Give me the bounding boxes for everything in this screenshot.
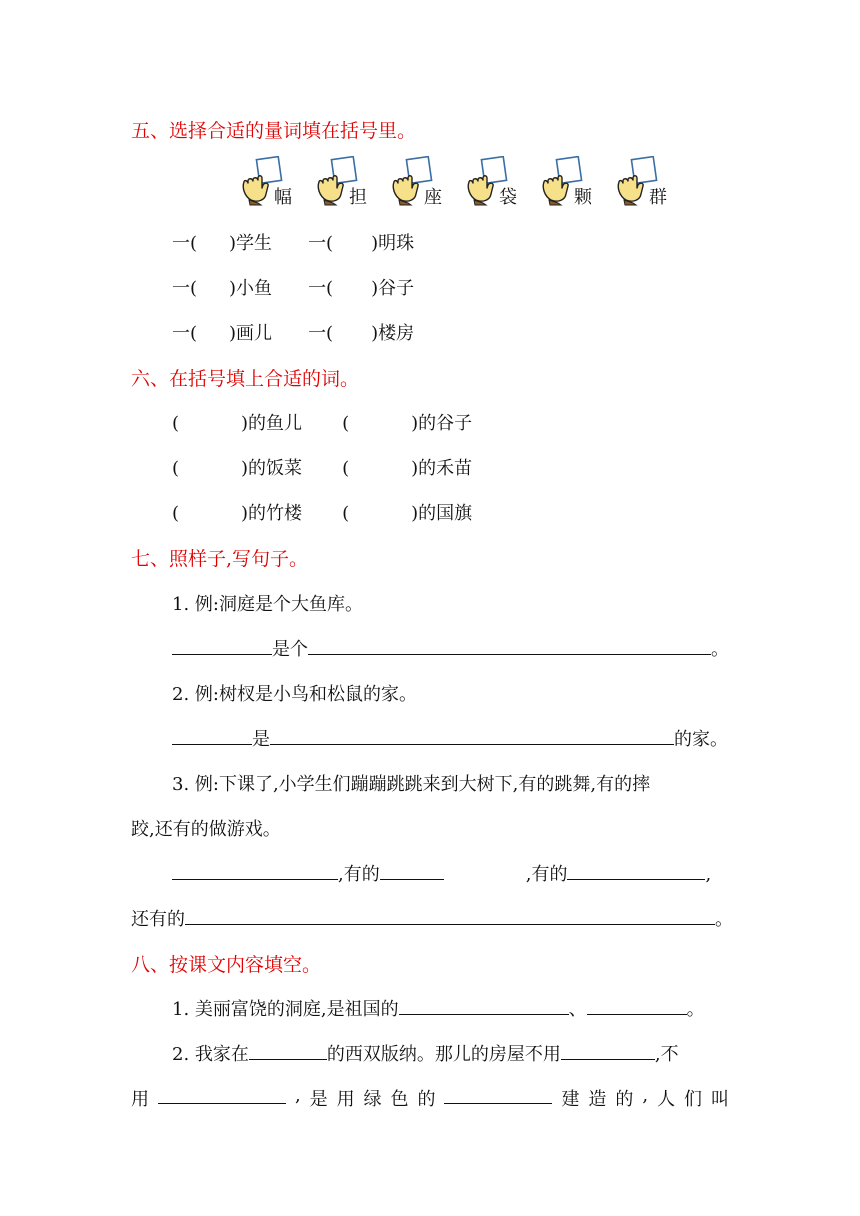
s6-row2 <box>172 454 472 480</box>
s8-q2-d9: 造 <box>588 1089 607 1110</box>
s5-r1-a-prefix: 一( <box>172 233 198 254</box>
s8-q2-d5: 绿 <box>363 1089 382 1110</box>
s8-q1-blank-a[interactable] <box>399 996 569 1015</box>
s7-example3-line2: 跤,还有的做游戏。 <box>131 819 281 840</box>
measure-word: 群 <box>649 187 667 208</box>
s8-q2-line1 <box>172 1040 679 1066</box>
s7-blank-row4 <box>131 905 733 931</box>
s5-row2 <box>172 274 414 300</box>
s8-q2-d7: 的 <box>417 1089 436 1110</box>
s8-q2-c: ,不 <box>654 1044 679 1065</box>
s6-r1-a-open: ( <box>172 413 180 434</box>
s7-r4-haiyoude: 还有的 <box>131 909 185 930</box>
s8-q2-b: 的西双版纳。那儿的房屋不用 <box>326 1044 561 1065</box>
s7-r4-end: 。 <box>715 909 733 930</box>
s5-r3-b-prefix: 一( <box>308 323 334 344</box>
measure-word: 座 <box>424 187 442 208</box>
s8-q2-d14: 叫 <box>711 1089 729 1110</box>
s6-r3-a-suffix: )的竹楼 <box>241 503 303 524</box>
s8-q2-d12: 人 <box>657 1089 676 1110</box>
s6-r2-b-open: ( <box>342 458 350 479</box>
s8-q2-blank-d[interactable] <box>444 1085 552 1104</box>
s5-r1-b-prefix: 一( <box>308 233 334 254</box>
measure-word: 幅 <box>274 187 292 208</box>
s5-r3-b-suffix: )楼房 <box>371 323 415 344</box>
s7-r3-blank-c[interactable] <box>567 861 705 880</box>
s6-r3-b-suffix: )的国旗 <box>411 503 473 524</box>
s7-example2: 2. 例:树杈是小鸟和松鼠的家。 <box>172 684 417 705</box>
s8-q2-d13: 们 <box>684 1089 703 1110</box>
s7-r2-blank-b[interactable] <box>270 726 674 745</box>
s5-row3 <box>172 319 414 345</box>
s8-q1-end: 。 <box>686 999 705 1020</box>
s6-r1-b-suffix: )的谷子 <box>411 413 473 434</box>
s6-r2-a-suffix: )的饭菜 <box>241 458 303 479</box>
s8-q2-d1: 用 <box>131 1089 149 1110</box>
s8-q2-d4: 用 <box>336 1089 355 1110</box>
s6-r3-a-open: ( <box>172 503 180 524</box>
s7-blank-row3 <box>172 860 711 886</box>
s7-r1-mid: 是个 <box>272 639 308 660</box>
s5-r2-b-suffix: )谷子 <box>371 278 415 299</box>
section6-heading: 六、在括号填上合适的词。 <box>131 368 360 390</box>
s7-r2-end: 的家。 <box>674 729 728 750</box>
s7-r3-youde2: ,有的 <box>525 864 568 885</box>
section8-heading: 八、按课文内容填空。 <box>131 954 322 976</box>
s5-r2-a-prefix: 一( <box>172 278 198 299</box>
s8-q1-text: 1. 美丽富饶的洞庭,是祖国的 <box>172 999 399 1020</box>
measure-word: 颗 <box>574 187 592 208</box>
s8-q2-blank-c[interactable] <box>158 1085 286 1104</box>
section7-heading: 七、照样子,写句子。 <box>131 548 309 570</box>
s8-q2-a: 2. 我家在 <box>172 1044 249 1065</box>
measure-word: 袋 <box>499 187 517 208</box>
s8-q2-d11: , <box>642 1085 649 1106</box>
s8-q2-blank-a[interactable] <box>249 1041 327 1060</box>
s8-q1-blank-b[interactable] <box>587 996 687 1015</box>
s7-r3-blank-b[interactable] <box>380 861 444 880</box>
s7-r2-mid: 是 <box>252 729 270 750</box>
s8-q2-d8: 建 <box>561 1089 580 1110</box>
s7-blank-row1 <box>172 635 729 661</box>
s5-row1 <box>172 229 414 255</box>
s7-r1-blank-b[interactable] <box>308 636 711 655</box>
s5-r3-a-prefix: 一( <box>172 323 198 344</box>
s5-r1-b-suffix: )明珠 <box>371 233 415 254</box>
s6-row1 <box>172 409 472 435</box>
s7-r1-blank-a[interactable] <box>172 636 272 655</box>
s5-r3-a-suffix: )画儿 <box>229 323 273 344</box>
s7-r2-blank-a[interactable] <box>172 726 252 745</box>
s5-r2-b-prefix: 一( <box>308 278 334 299</box>
s7-example3-line1: 3. 例:下课了,小学生们蹦蹦跳跳来到大树下,有的跳舞,有的摔 <box>172 774 651 795</box>
s6-r1-a-suffix: )的鱼儿 <box>241 413 303 434</box>
s6-r2-a-open: ( <box>172 458 180 479</box>
s8-q2-d6: 色 <box>390 1089 409 1110</box>
s8-q2-line2 <box>131 1085 729 1111</box>
s5-r1-a-suffix: )学生 <box>229 233 273 254</box>
s8-q2-d10: 的 <box>615 1089 634 1110</box>
s6-r2-b-suffix: )的禾苗 <box>411 458 473 479</box>
s8-q2-d2: , <box>294 1085 301 1106</box>
s6-r3-b-open: ( <box>342 503 350 524</box>
measure-word: 担 <box>349 187 367 208</box>
s7-r1-end: 。 <box>711 639 729 660</box>
section5-heading: 五、选择合适的量词填在括号里。 <box>131 120 417 142</box>
s8-q1 <box>172 995 705 1021</box>
s7-r3-comma: , <box>705 864 712 885</box>
s5-r2-a-suffix: )小鱼 <box>229 278 273 299</box>
s7-example1: 1. 例:洞庭是个大鱼库。 <box>172 594 363 615</box>
s6-row3 <box>172 499 472 525</box>
s7-blank-row2 <box>172 725 728 751</box>
s8-q1-sep: 、 <box>568 999 587 1020</box>
s7-r4-blank[interactable] <box>185 906 715 925</box>
s7-r3-blank-a[interactable] <box>172 861 338 880</box>
s6-r1-b-open: ( <box>342 413 350 434</box>
s7-r3-youde1: ,有的 <box>338 864 380 885</box>
s8-q2-d3: 是 <box>309 1089 328 1110</box>
s8-q2-blank-b[interactable] <box>561 1041 655 1060</box>
